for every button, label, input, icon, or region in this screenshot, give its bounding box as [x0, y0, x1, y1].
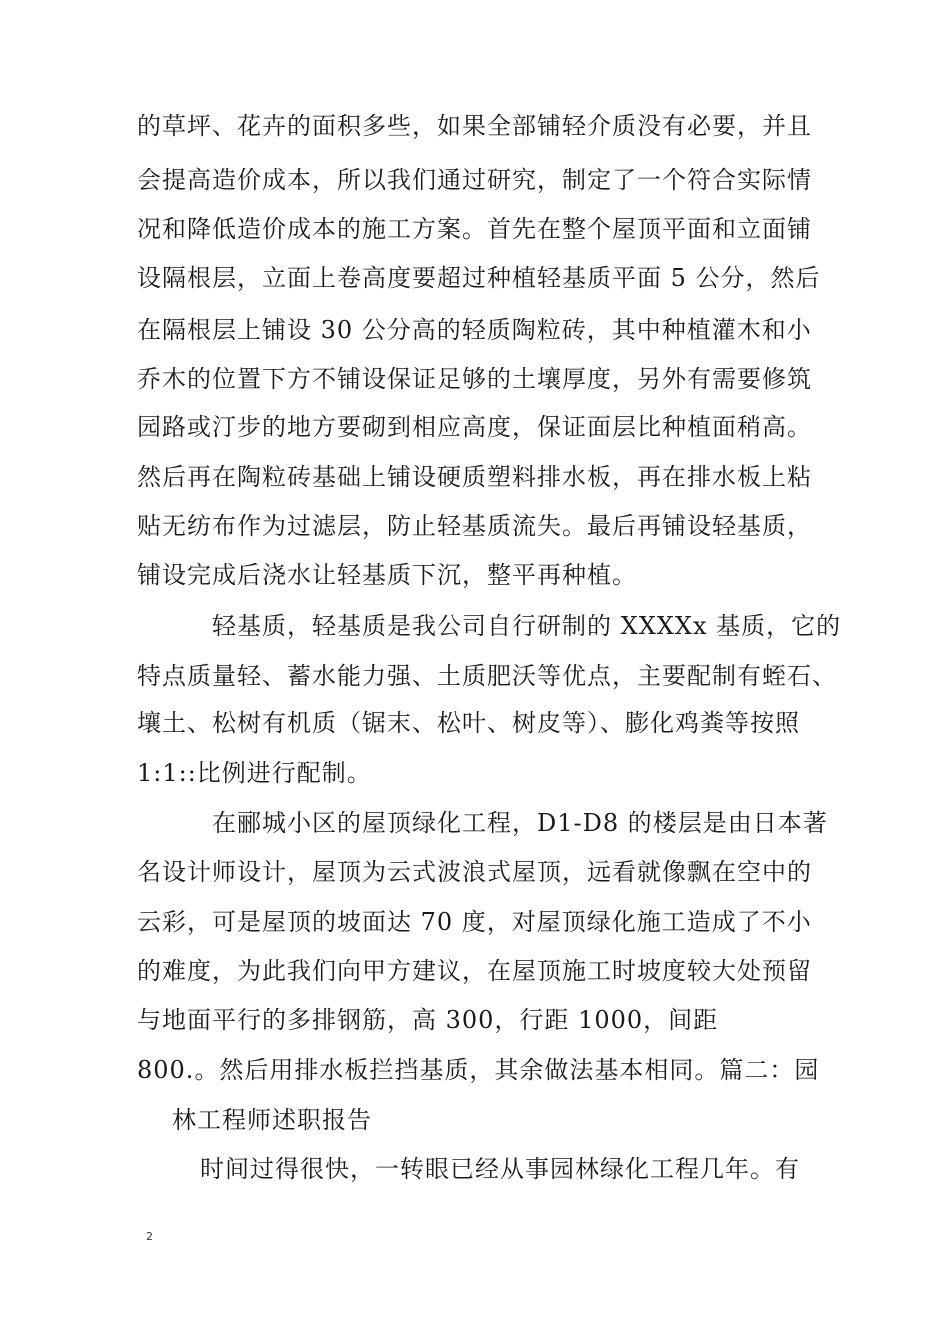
text-line: 园路或汀步的地方要砌到相应高度，保证面层比种植面稍高。 — [137, 413, 812, 441]
paragraph-start: 时间过得很快，一转眼已经从事园林绿化工程几年。有 — [200, 1155, 800, 1183]
text-line: 在隔根层上铺设 30 公分高的轻质陶粒砖，其中种植灌木和小 — [137, 316, 812, 344]
text-line: 贴无纺布作为过滤层，防止轻基质流失。最后再铺设轻基质， — [137, 512, 812, 540]
paragraph-start: 轻基质，轻基质是我公司自行研制的 XXXXx 基质，它的 — [212, 612, 842, 640]
text-line: 1:1::比例进行配制。 — [137, 759, 372, 787]
section-title: 林工程师述职报告 — [172, 1106, 372, 1134]
text-line: 乔木的位置下方不铺设保证足够的土壤厚度，另外有需要修筑 — [137, 365, 812, 393]
text-line: 壤土、松树有机质（锯末、松叶、树皮等）、膨化鸡粪等按照 — [137, 709, 800, 737]
page-number: 2 — [146, 1230, 153, 1243]
text-line: 铺设完成后浇水让轻基质下沉，整平再种植。 — [137, 561, 637, 589]
text-line: 然后再在陶粒砖基础上铺设硬质塑料排水板，再在排水板上粘 — [137, 463, 812, 491]
text-line: 与地面平行的多排钢筋，高 300，行距 1000，间距 — [137, 1006, 719, 1034]
text-line: 设隔根层，立面上卷高度要超过种植轻基质平面 5 公分，然后 — [137, 264, 821, 292]
text-line: 特点质量轻、蓄水能力强、土质肥沃等优点，主要配制有蛭石、 — [137, 662, 837, 690]
text-line: 云彩，可是屋顶的坡面达 70 度，对屋顶绿化施工造成了不小 — [137, 908, 812, 936]
text-line: 的草坪、花卉的面积多些，如果全部铺轻介质没有必要，并且 — [137, 112, 812, 140]
text-line: 会提高造价成本，所以我们通过研究，制定了一个符合实际情 — [137, 166, 812, 194]
paragraph-start: 在郦城小区的屋顶绿化工程，D1-D8 的楼层是由日本著 — [212, 809, 828, 837]
text-line: 况和降低造价成本的施工方案。首先在整个屋顶平面和立面铺 — [137, 215, 812, 243]
text-line: 800.。然后用排水板拦挡基质，其余做法基本相同。篇二：园 — [137, 1056, 820, 1084]
text-line: 名设计师设计，屋顶为云式波浪式屋顶，远看就像飘在空中的 — [137, 858, 812, 886]
text-line: 的难度，为此我们向甲方建议，在屋顶施工时坡度较大处预留 — [137, 957, 812, 985]
